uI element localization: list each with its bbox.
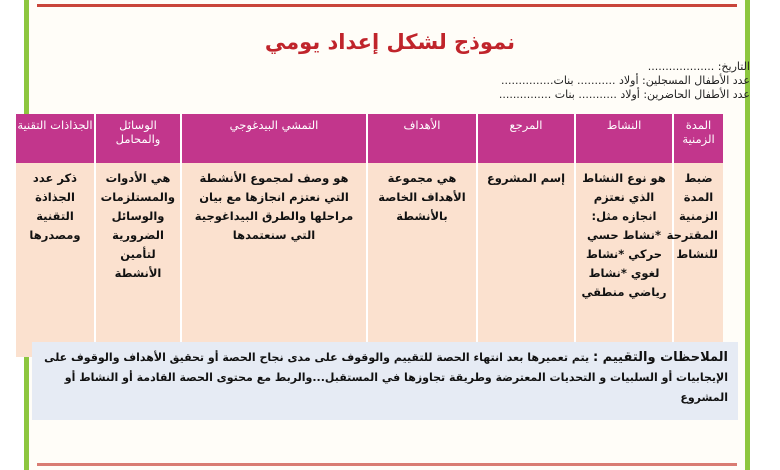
header-activity: النشاط	[575, 114, 673, 163]
table-row	[15, 163, 723, 357]
header-tools: الوسائل والمحامل	[95, 114, 181, 163]
date-line: التاريخ: ...................	[647, 60, 750, 73]
page-title: نموذج لشكل إعداد يومي	[264, 30, 516, 54]
header-objectives: الأهداف	[367, 114, 477, 163]
daily-plan-table	[14, 114, 723, 357]
cell-reference: إسم المشروع	[477, 163, 575, 357]
cell-objectives: هي مجموعة الأهداف الخاصة بالأنشطة	[367, 163, 477, 357]
header-reference: المرجع	[477, 114, 575, 163]
cell-pedagogy: هو وصف لمجموع الأنشطة التي نعتزم انجازها مع بيان مراحلها والطرق البيداغوجية التي سنعتمدها	[181, 163, 367, 357]
top-divider	[37, 4, 737, 7]
cell-tech-sheets: ذكر عدد الجذاذة التقنية ومصدرها	[15, 163, 95, 357]
info-block	[330, 60, 750, 102]
cell-period: ضبط المدة الزمنية المقترحة للنشاط	[673, 163, 723, 357]
notes-section	[32, 342, 738, 420]
bottom-divider	[37, 463, 737, 466]
header-tech-sheets: الجذاذات التقنية	[15, 114, 95, 163]
cell-activity: هو نوع النشاط الذي نعتزم انجازه مثل: *نشاط حسي حركي *نشاط لغوي *نشاط رياضي منطقي	[575, 163, 673, 357]
registered-children-line: عدد الأطفال المسجلين: أولاد ........... بنات...............	[501, 74, 750, 87]
header-period: المدة الزمنية	[673, 114, 723, 163]
cell-tools: هي الأدوات والمستلزمات والوسائل الضرورية لتأمين الأنشطة	[95, 163, 181, 357]
header-pedagogy: التمشي البيدغوجي	[181, 114, 367, 163]
notes-text: يتم تعميرها بعد انتهاء الحصة للتقييم والوقوف على مدى نجاح الحصة أو تحقيق الأهداف والوقوف على الإيجابيات أو السلبيات و التحديات المعترضة وطريقة تجاوزها في المستقبل...والربط مع محتوى الحصة القادمة أو النشاط أو المشروع	[44, 351, 728, 404]
present-children-line: عدد الأطفال الحاضرين: أولاد ........... بنات ...............	[498, 88, 750, 101]
table-header-row	[15, 114, 723, 163]
notes-label: الملاحظات والتقييم :	[592, 350, 728, 365]
